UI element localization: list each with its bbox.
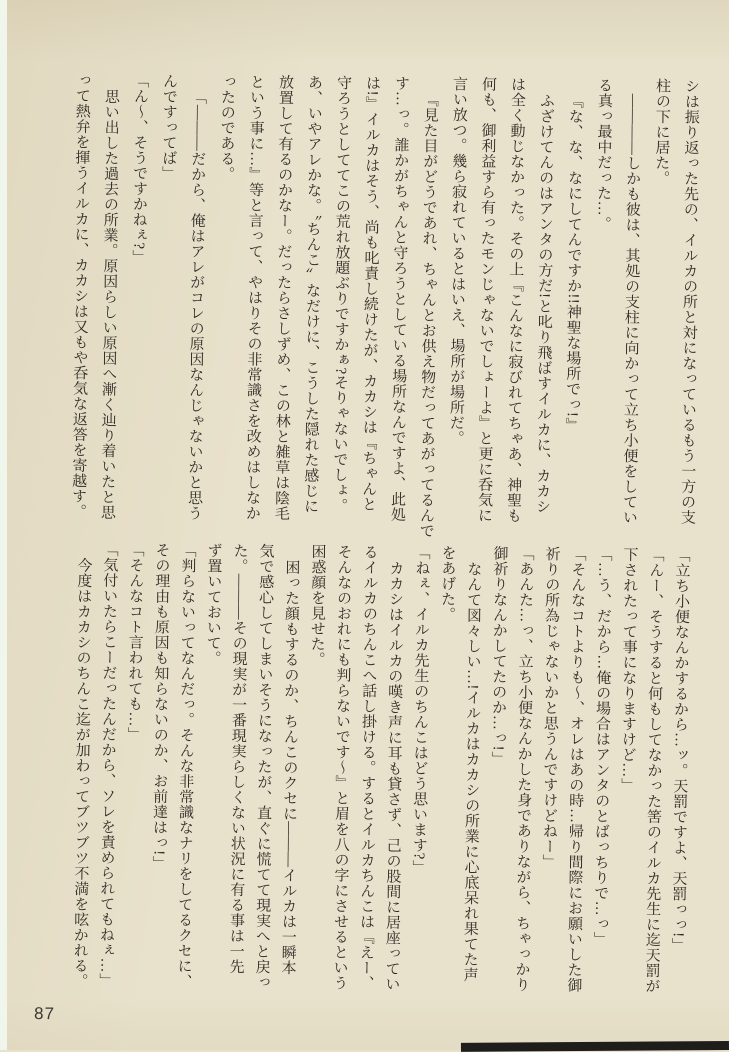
text-column: そんなのおれにも判らないです〜』と眉を八の字にさせるという xyxy=(331,543,352,991)
text-column: 言い放つ。幾ら寂れているとはいえ、場所が場所だ。 xyxy=(447,75,468,446)
text-column: 御祈りなんかしてたのか…っ!」 xyxy=(489,545,508,767)
text-column: 「そんなコトよりも〜、オレはあの時…帰り間際にお願いした御 xyxy=(565,546,586,993)
text-column: る真っ最中だった…。 xyxy=(594,77,613,232)
text-column: 「ねぇ、イルカ先生のちんこはどう思います?」 xyxy=(410,544,430,876)
text-column: は全く動じなかった。その上『こんなに寂びれてちゃあ、神聖も xyxy=(504,76,526,524)
text-column: 柱の下に居た。 xyxy=(653,77,671,186)
text-column: あ、いやアレかな。〝ちんこ〟なだけに、こうした隠れた感じに xyxy=(301,74,323,514)
text-column: という事に…』等と言って、やはりその非常識さを改めはしなか xyxy=(243,74,265,521)
text-column: 「―――だから、俺はアレがコレの原因なんじゃないかと思う xyxy=(185,89,206,521)
text-column: 「立ち小便なんかするから…ッ。天罰ですよ、天罰っっ!」 xyxy=(669,547,690,954)
text-column: カカシはイルカの嘆き声に耳も貸さず、己の股間に居座ってい xyxy=(383,560,404,992)
text-column: 「判らないってなんだっ。そんな非常識なナリをしてるクセに、 xyxy=(175,542,196,990)
text-column: ふざけてんのはアンタの方だ!と叱り飛ばすイルカに、カカシ xyxy=(533,92,554,515)
text-column: をあげた。 xyxy=(438,544,456,623)
text-column: す…っ。誰かがちゃんと守ろうとしている場所なんですよ、此処 xyxy=(388,75,410,523)
text-block-bottom xyxy=(66,541,694,1003)
text-column: 困惑顔を見せた。 xyxy=(308,543,326,668)
scan-bottom-edge xyxy=(461,1041,729,1052)
text-column: 「ん〜、そうですかねぇ?」 xyxy=(130,72,149,265)
text-column: 思い出した過去の所業。原因らしい原因へ漸く辿り着いたと思 xyxy=(98,88,119,520)
text-column: 「んー、そうすると何もしてなかった筈のイルカ先生に迄天罰が xyxy=(643,546,664,994)
text-column: 今度はカカシのちんこ迄が加わってブツブツ不満を呟かれる。 xyxy=(71,557,92,989)
text-column: なんて図々しい…!イルカはカカシの所業に心底呆れ果てた声 xyxy=(461,561,482,983)
text-column: 「あんた…っ、立ち小便なんかした身でありながら、ちゃっかり xyxy=(513,545,534,993)
text-column: 「気付いたらこーだったんだから、ソレを責められてもねぇ…」 xyxy=(97,541,118,989)
text-column: た。―――その現実が一番現実らしくない状況に有る事は一先 xyxy=(227,542,248,975)
text-column: 『な、な、なにしてんですか!!神聖な場所でっ!』 xyxy=(563,93,583,433)
text-column: 祈りの所為じゃないかと思うんですけどねー」 xyxy=(540,545,560,870)
page-number: 87 xyxy=(34,1004,56,1024)
text-column: 守ろうとしててこの荒れ放題ぶりですかぁ?そりゃないでしょ。 xyxy=(330,74,352,514)
text-column: 「…う、だから…俺の場合はアンタのとばっちりで…っ」 xyxy=(591,546,612,947)
text-column: は!』イルカはそう、尚も叱責し続けたが、カカシは『ちゃんと xyxy=(359,75,381,512)
text-column: 何も、御利益すら有ったモンじゃないでしょーよ』と更に呑気に xyxy=(475,76,497,524)
text-column: シは振り返った先の、イルカの所と対になっているもう一方の支 xyxy=(678,78,700,525)
text-column: 放置して有るのかなー。だったらさしずめ、この林と雑草は陰毛 xyxy=(272,74,294,522)
text-column: んですってば」 xyxy=(160,73,178,182)
text-column: 『見た目がどうであれ、ちゃんとお供え物だってあがってるんで xyxy=(417,91,438,539)
text-column: って熱弁を揮うイルカに、カカシは又もや呑気な返答を寄越す。 xyxy=(69,72,91,520)
text-column: 「そんなコト言われても…」 xyxy=(125,541,144,743)
text-column: るイルカのちんこへ話し掛ける。するとイルカちんこは『えー、 xyxy=(357,544,378,991)
text-column: ――――しかも彼は、其処の支柱に向かって立ち小便をしてい xyxy=(620,93,641,526)
text-column: 困った顔もするのか、ちんこのクセに―――イルカは一瞬本 xyxy=(279,559,300,976)
text-column: ず置いておいて。 xyxy=(204,542,222,667)
text-column: 気で感心してしまいそうになったが、直ぐに慌てて現実へと戻っ xyxy=(253,543,274,990)
text-column: 下されたって事になりますけど…」 xyxy=(619,546,638,794)
text-column: その理由も原因も知らないのか、お前達はっ!」 xyxy=(150,542,170,872)
text-column: ったのである。 xyxy=(218,73,236,182)
text-block-top xyxy=(63,72,705,538)
